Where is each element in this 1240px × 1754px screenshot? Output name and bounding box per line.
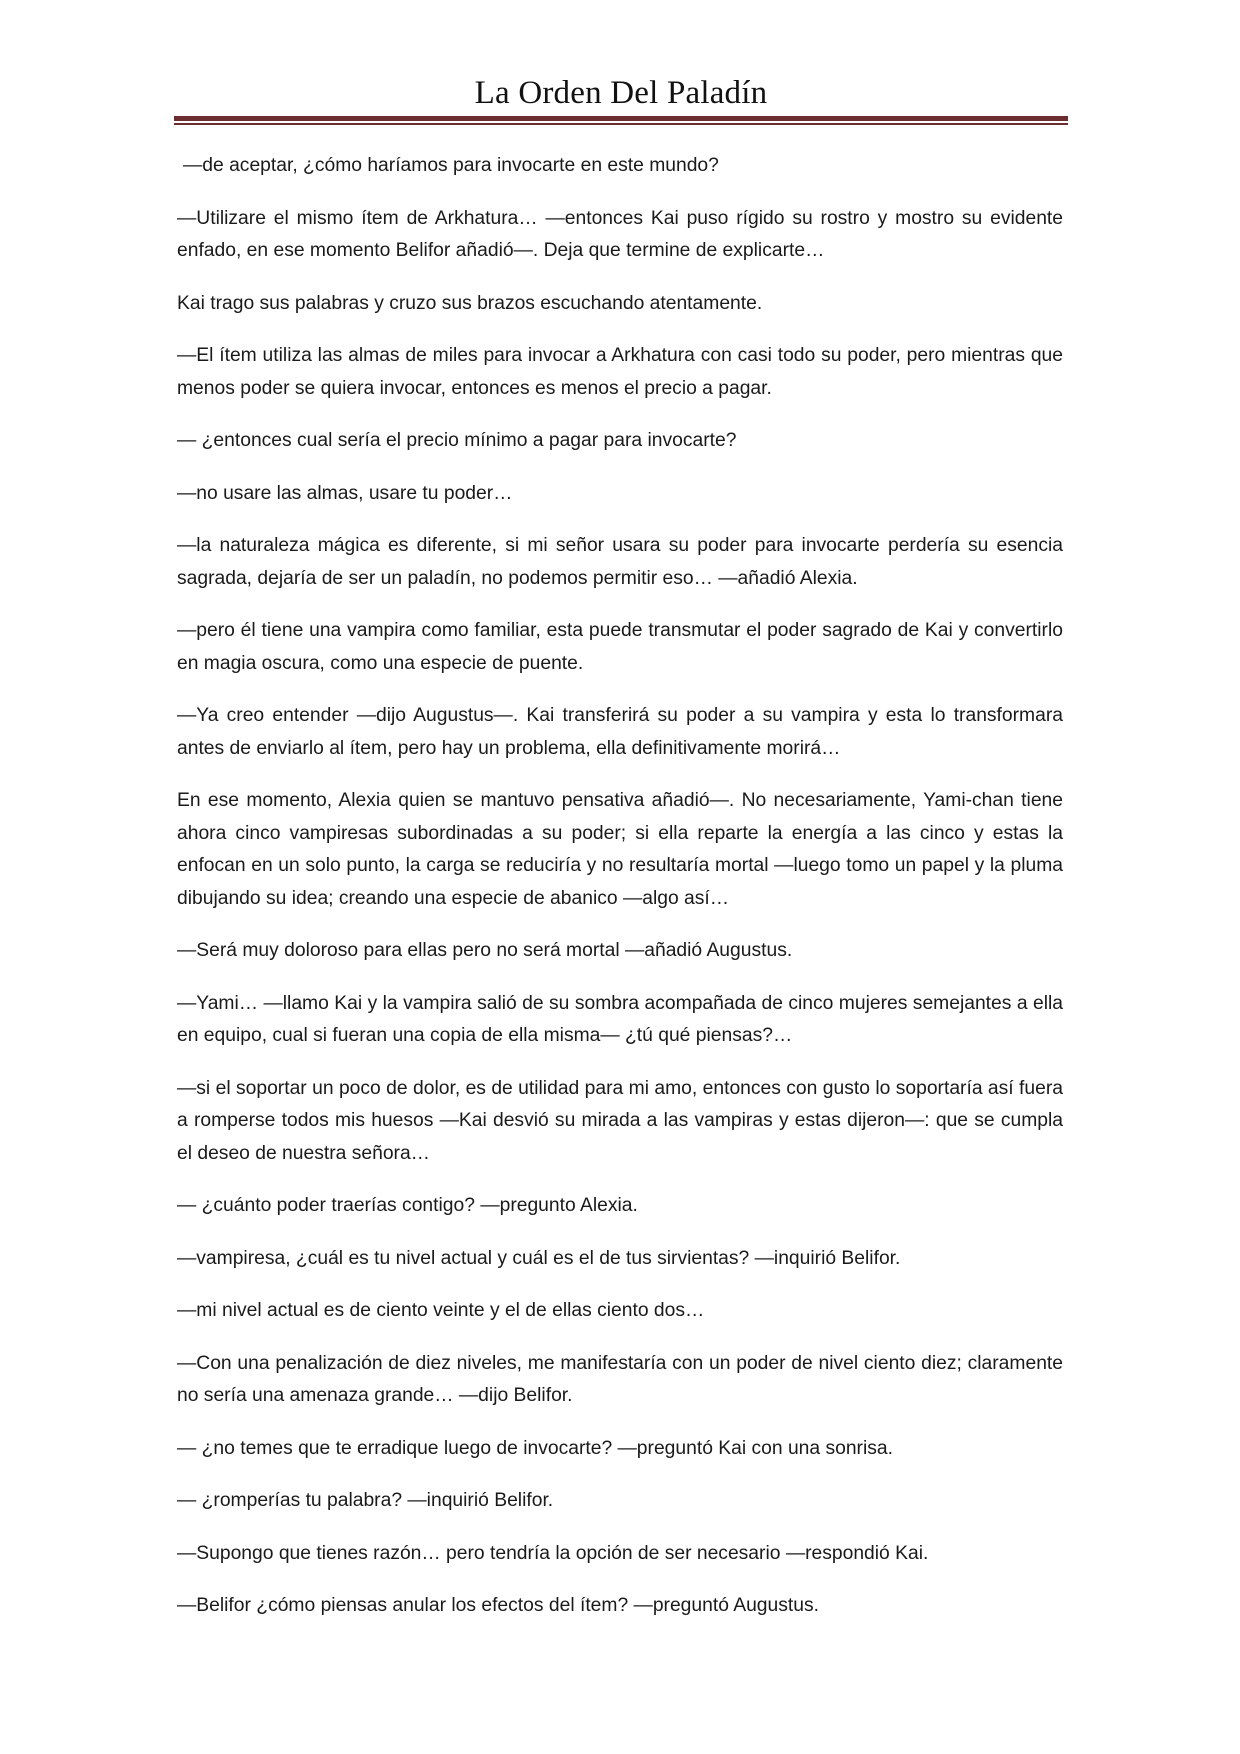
paragraph: —pero él tiene una vampira como familiar, esta puede transmutar el poder sagrado de Kai y convertirlo en magia oscura, como una especie de puente. [177,620,1063,674]
paragraph: Kai trago sus palabras y cruzo sus brazos escuchando atentamente. [177,292,763,314]
header-rule-thin [174,123,1068,125]
header-rule [174,116,1068,125]
paragraph: —vampiresa, ¿cuál es tu nivel actual y cuál es el de tus sirvientas? —inquirió Belifor. [177,1247,901,1269]
paragraph: —Con una penalización de diez niveles, me manifestaría con un poder de nivel ciento diez; claramente no sería una amenaza grande… —dijo Belifor. [177,1352,1063,1406]
paragraph: — ¿romperías tu palabra? —inquirió Belifor. [177,1490,554,1511]
paragraph: — ¿cuánto poder traerías contigo? —pregunto Alexia. [177,1195,638,1216]
book-title: La Orden Del Paladín [474,75,768,111]
paragraph: En ese momento, Alexia quien se mantuvo pensativa añadió—. No necesariamente, Yami-chan tiene ahora cinco vampiresas subordinadas a su poder; si ella reparte la energía a las cinco y estas la enfocan en un solo punto, la carga se reduciría y no resultaría mortal —luego tomo un papel y la pluma dibujando su idea; creando una especie de abanico —algo así… [177,790,1063,909]
paragraph: —Utilizare el mismo ítem de Arkhatura… —entonces Kai puso rígido su rostro y mostro su evidente enfado, en ese momento Belifor añadió—. Deja que termine de explicarte… [177,207,1063,261]
paragraph: —mi nivel actual es de ciento veinte y el de ellas ciento dos… [177,1300,705,1321]
paragraph: —de aceptar, ¿cómo haríamos para invocarte en este mundo? [183,155,719,176]
paragraph: —Ya creo entender —dijo Augustus—. Kai transferirá su poder a su vampira y esta lo transformara antes de enviarlo al ítem, pero hay un problema, ella definitivamente morirá… [177,705,1063,759]
paragraph: —Belifor ¿cómo piensas anular los efectos del ítem? —preguntó Augustus. [177,1595,819,1616]
paragraph: —Será muy doloroso para ellas pero no será mortal —añadió Augustus. [177,940,793,961]
paragraph: —si el soportar un poco de dolor, es de utilidad para mi amo, entonces con gusto lo soportaría así fuera a romperse todos mis huesos —Kai desvió su mirada a las vampiras y estas dijeron—: que se cumpla el deseo de nuestra señora… [177,1077,1063,1164]
paragraph: —no usare las almas, usare tu poder… [177,482,513,504]
paragraph: —Yami… —llamo Kai y la vampira salió de su sombra acompañada de cinco mujeres semejantes a ella en equipo, cual si fueran una copia de ella misma— ¿tú qué piensas?… [177,992,1063,1046]
paragraph: —la naturaleza mágica es diferente, si mi señor usara su poder para invocarte perdería su esencia sagrada, dejaría de ser un paladín, no podemos permitir eso… —añadió Alexia. [177,535,1063,589]
paragraph: — ¿no temes que te erradique luego de invocarte? —preguntó Kai con una sonrisa. [177,1437,893,1459]
paragraph: —El ítem utiliza las almas de miles para invocar a Arkhatura con casi todo su poder, pero mientras que menos poder se quiera invocar, entonces es menos el precio a pagar. [177,345,1063,399]
page-header [174,66,1068,120]
header-rule-thick [174,116,1068,121]
body-text [177,150,1063,1643]
paragraph: —Supongo que tienes razón… pero tendría la opción de ser necesario —respondió Kai. [177,1542,929,1564]
paragraph: — ¿entonces cual sería el precio mínimo a pagar para invocarte? [177,430,737,451]
